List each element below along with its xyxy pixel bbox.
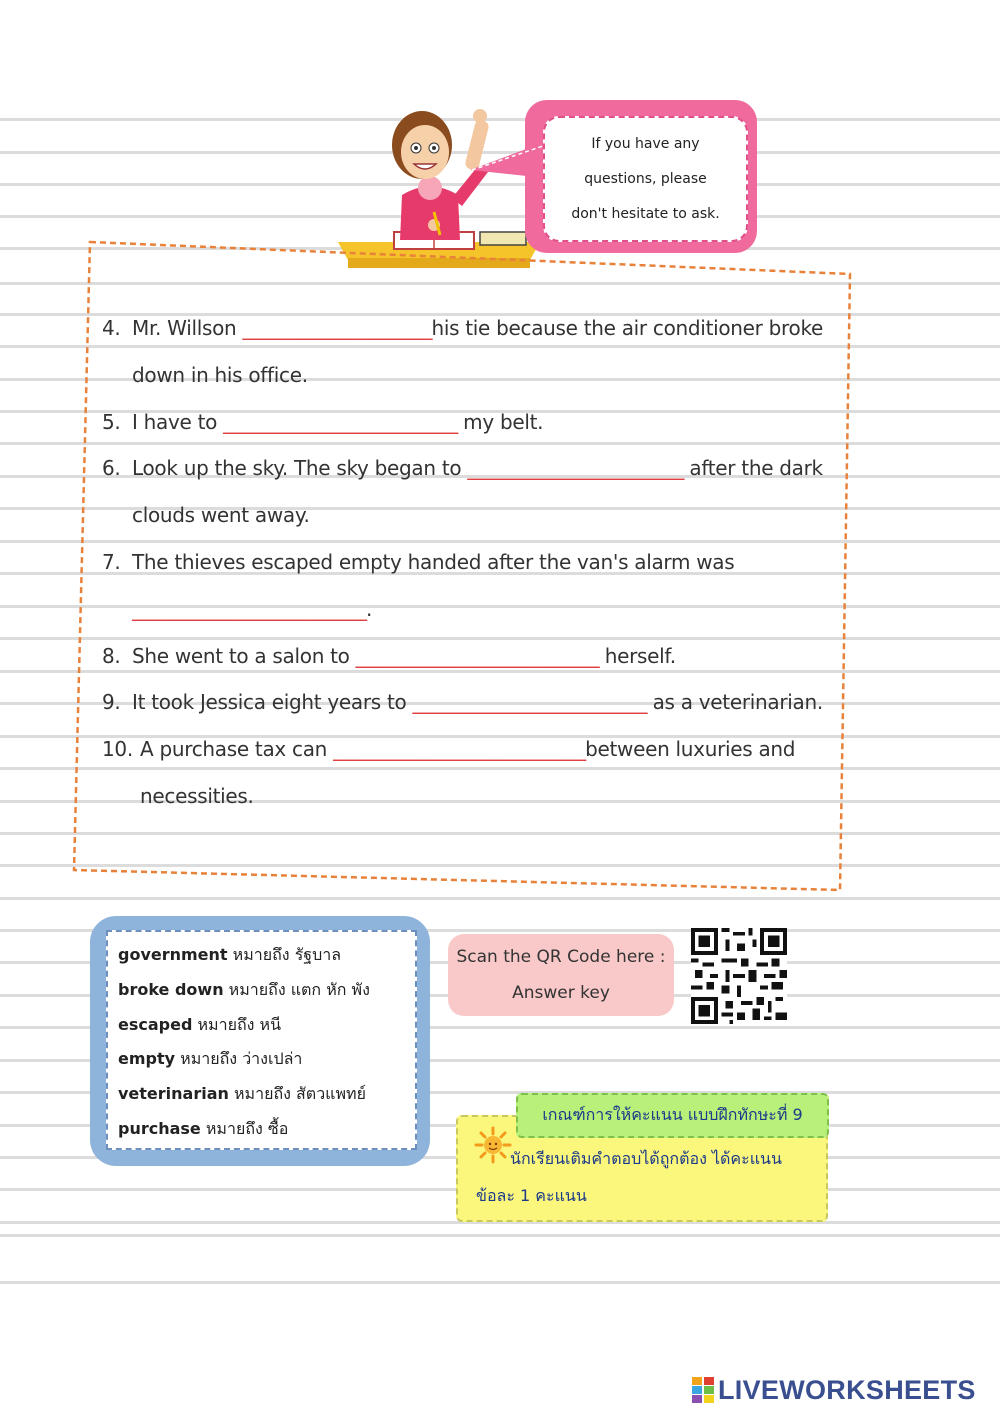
vocab-word: escaped [118, 1014, 193, 1034]
question-number: 5. [102, 409, 121, 434]
vocab-list [106, 930, 417, 1150]
vocab-word: purchase [118, 1118, 201, 1138]
question-item [102, 679, 842, 726]
answer-blank[interactable]: __________________________ [412, 690, 647, 715]
question-text: as a veterinarian. [646, 690, 823, 715]
answer-blank[interactable]: __________________________ [223, 409, 458, 434]
vocab-item [118, 938, 415, 973]
qr-code[interactable] [690, 928, 788, 1024]
answer-blank[interactable]: ________________________ [467, 456, 684, 481]
question-item [102, 445, 842, 539]
criteria-line: นักเรียนเติมคำตอบได้ถูกต้อง ได้คะแนน [510, 1149, 782, 1168]
question-number: 4. [102, 316, 121, 340]
vocab-word: empty [118, 1049, 176, 1069]
vocab-meaning: หมายถึง แตก หัก พัง [223, 979, 370, 999]
bubble-line: If you have any [591, 135, 700, 152]
vocab-item [118, 1042, 415, 1077]
liveworksheets-logo-icon [692, 1377, 714, 1403]
vocab-word: broke down [118, 979, 224, 999]
answer-blank[interactable]: ___________________________ [355, 643, 599, 668]
criteria-line: ข้อละ 1 คะแนน [476, 1186, 587, 1205]
question-item [102, 399, 842, 446]
questions-list [102, 305, 842, 820]
question-text: She went to a salon to [132, 643, 356, 668]
vocab-word: government [118, 945, 228, 964]
question-number: 6. [102, 456, 121, 481]
question-item [102, 633, 842, 680]
criteria-title: เกณฑ์การให้คะแนน แบบฝึกทักษะที่ 9 [516, 1093, 829, 1138]
criteria-text [476, 1140, 821, 1214]
question-text: A purchase tax can [140, 737, 334, 762]
vocab-item [118, 973, 415, 1008]
answer-blank[interactable]: __________________________ [132, 596, 366, 621]
vocab-meaning: หมายถึง ซื้อ [200, 1118, 289, 1138]
question-text: his tie because the air conditioner broke down in his office. [132, 316, 824, 387]
question-text: Look up the sky. The sky began to [132, 456, 468, 481]
vocab-item [118, 1077, 415, 1112]
question-item [102, 539, 842, 633]
question-number: 8. [102, 643, 121, 668]
question-text: The thieves escaped empty handed after the van's alarm was [132, 549, 735, 574]
question-text: . [366, 596, 373, 621]
vocab-word: veterinarian [118, 1084, 229, 1104]
question-number: 9. [102, 690, 121, 715]
scan-qr-label [448, 934, 674, 1016]
question-text: herself. [598, 643, 676, 668]
question-text: after the dark clouds went away. [132, 456, 823, 528]
vocab-item [118, 1112, 415, 1147]
question-text: between luxuries and necessities. [140, 737, 796, 808]
brand-name: LIVEWORKSHEETS [718, 1374, 976, 1405]
question-item [102, 726, 842, 820]
scan-qr-text: Scan the QR Code here : [456, 947, 666, 967]
vocab-meaning: หมายถึง ว่างเปล่า [175, 1049, 303, 1069]
vocab-item [118, 1008, 415, 1043]
question-item [102, 305, 842, 399]
question-number: 10. [102, 737, 133, 762]
question-text: It took Jessica eight years to [132, 690, 413, 715]
question-text: Mr. Willson [132, 316, 243, 340]
ruled-line [0, 897, 1000, 900]
question-text: I have to [132, 409, 224, 434]
vocab-meaning: หมายถึง หนี [192, 1014, 282, 1034]
speech-bubble-tail [470, 140, 550, 180]
answer-blank[interactable]: ____________________________ [333, 737, 586, 762]
speech-bubble-text [543, 116, 748, 242]
question-number: 7. [102, 549, 121, 574]
vocab-meaning: หมายถึง สัตวแพทย์ [228, 1084, 366, 1104]
bubble-line: questions, please [584, 170, 707, 187]
vocab-meaning: หมายถึง รัฐบาล [227, 945, 342, 964]
bubble-line: don't hesitate to ask. [571, 205, 720, 222]
answer-blank[interactable]: _____________________ [242, 316, 432, 340]
question-text: my belt. [457, 409, 544, 434]
ruled-line [0, 1281, 1000, 1284]
ruled-line [0, 1234, 1000, 1237]
liveworksheets-logo[interactable] [692, 1374, 976, 1406]
answer-key-text: Answer key [512, 983, 610, 1003]
